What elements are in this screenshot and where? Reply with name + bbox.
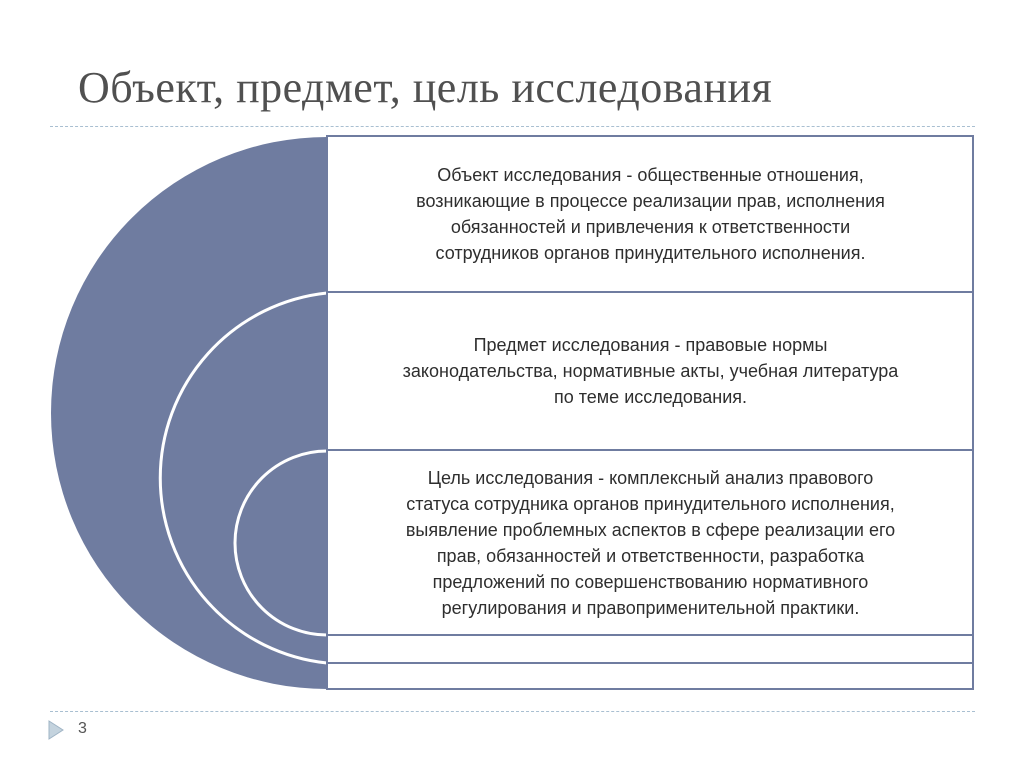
text-line: прав, обязанностей и ответственности, разработка (436, 545, 865, 566)
text-line: Цель исследования - комплексный анализ правового (427, 467, 874, 488)
item-frame-5 (327, 663, 973, 689)
text-line: законодательства, нормативные акты, учебная литература (402, 361, 899, 381)
text-line: выявление проблемных аспектов в сфере реализации его (405, 519, 896, 540)
text-line: обязанностей и привлечения к ответственности (450, 217, 851, 237)
text-line: регулирования и правоприменительной практики. (441, 597, 860, 618)
text-line: сотрудников органов принудительного исполнения. (435, 243, 866, 263)
bottom-divider (50, 711, 975, 712)
triangle-bullet-icon (48, 720, 64, 740)
item-frame-4 (327, 635, 973, 663)
text-line: предложений по совершенствованию нормативного (432, 571, 869, 592)
outer-arc (51, 137, 327, 689)
goal-of-research-text (328, 451, 973, 634)
slide-title: Объект, предмет, цель исследования (78, 63, 773, 112)
object-of-research-text (328, 137, 973, 291)
text-line: возникающие в процессе реализации прав, исполнения (416, 191, 885, 211)
text-line: статуса сотрудника органов принудительного исполнения, (406, 493, 895, 514)
text-line: Объект исследования - общественные отношения, (437, 165, 864, 185)
subject-of-research-text (328, 293, 973, 449)
page-number: 3 (78, 720, 87, 737)
text-line: Предмет исследования - правовые нормы (473, 335, 828, 355)
text-line: по теме исследования. (554, 387, 747, 407)
